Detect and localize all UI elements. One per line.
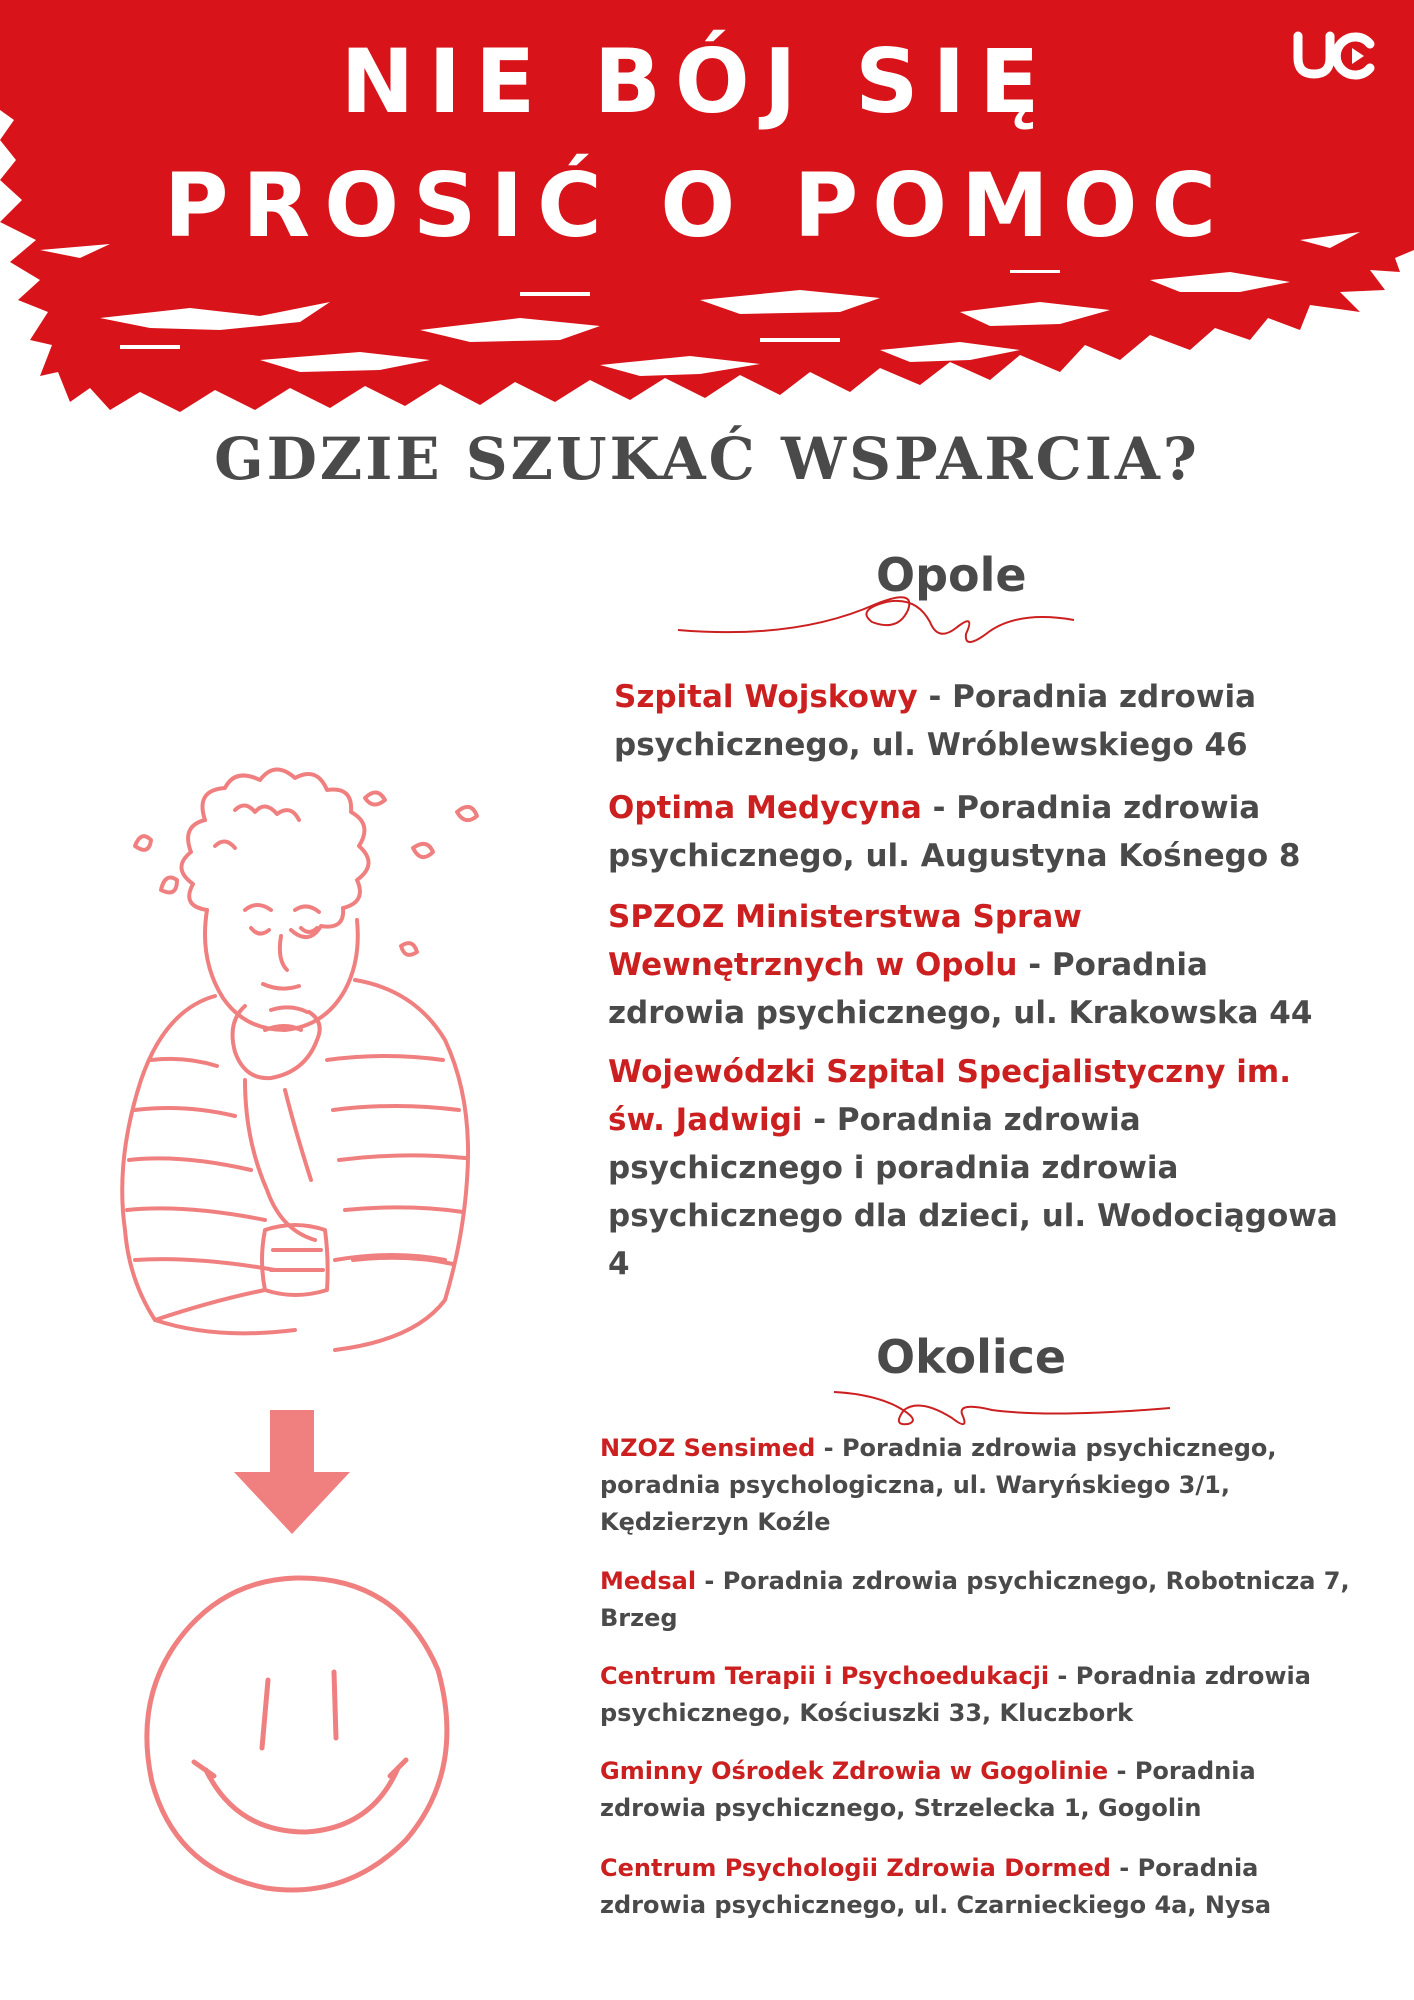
facility-desc: - Poradnia zdrowia psychicznego, ul. Czarnieckiego 4a, Nysa	[600, 1854, 1272, 1919]
logo-icon	[1290, 28, 1382, 84]
list-item	[608, 784, 1348, 880]
facility-desc: - Poradnia zdrowia psychicznego, ul. Augustyna Kośnego 8	[608, 790, 1301, 874]
swirl-divider-icon	[676, 592, 1076, 652]
title-line-2: PROSIĆ O POMOC	[163, 154, 1231, 257]
facility-name: Optima Medycyna	[608, 790, 922, 826]
list-item	[600, 1430, 1360, 1541]
facility-name: SPZOZ Ministerstwa Spraw Wewnętrznych w Opolu	[608, 899, 1082, 983]
section-title-okolice: Okolice	[876, 1330, 1067, 1384]
list-item	[600, 1658, 1360, 1732]
facility-name: Medsal	[600, 1567, 697, 1595]
facility-desc: - Poradnia zdrowia psychicznego, ul. Wróblewskiego 46	[614, 679, 1257, 763]
list-item	[600, 1850, 1360, 1924]
list-item	[614, 673, 1354, 769]
title-line-1: NIE BÓJ SIĘ	[340, 30, 1054, 133]
smiley-face-icon	[136, 1570, 456, 1900]
subtitle: GDZIE SZUKAĆ WSPARCIA?	[214, 425, 1200, 493]
list-item	[608, 893, 1348, 1037]
worried-person-icon	[95, 760, 575, 1380]
facility-desc: - Poradnia zdrowia psychicznego, Strzelecka 1, Gogolin	[600, 1757, 1256, 1822]
facility-desc: - Poradnia zdrowia psychicznego i poradnia zdrowia psychicznego dla dzieci, ul. Wodociągowa 4	[608, 1102, 1338, 1282]
facility-name: Szpital Wojskowy	[614, 679, 918, 715]
facility-desc: - Poradnia zdrowia psychicznego, Kościuszki 33, Kluczbork	[600, 1662, 1311, 1727]
list-item	[600, 1753, 1360, 1827]
down-arrow-icon	[232, 1410, 352, 1535]
facility-name: NZOZ Sensimed	[600, 1434, 816, 1462]
swirl-divider-icon	[832, 1378, 1172, 1438]
facility-name: Wojewódzki Szpital Specjalistyczny im. św. Jadwigi	[608, 1054, 1291, 1138]
section-title-opole: Opole	[876, 548, 1027, 602]
list-item	[608, 1048, 1348, 1288]
list-item	[600, 1563, 1360, 1637]
facility-name: Gminny Ośrodek Zdrowia w Gogolinie	[600, 1757, 1109, 1785]
facility-name: Centrum Psychologii Zdrowia Dormed	[600, 1854, 1111, 1882]
facility-name: Centrum Terapii i Psychoedukacji	[600, 1662, 1050, 1690]
facility-desc: - Poradnia zdrowia psychicznego, poradnia psychologiczna, ul. Waryńskiego 3/1, Kędzierzyn Koźle	[600, 1434, 1277, 1536]
facility-desc: - Poradnia zdrowia psychicznego, Robotnicza 7, Brzeg	[600, 1567, 1350, 1632]
facility-desc: - Poradnia zdrowia psychicznego, ul. Krakowska 44	[608, 947, 1313, 1031]
